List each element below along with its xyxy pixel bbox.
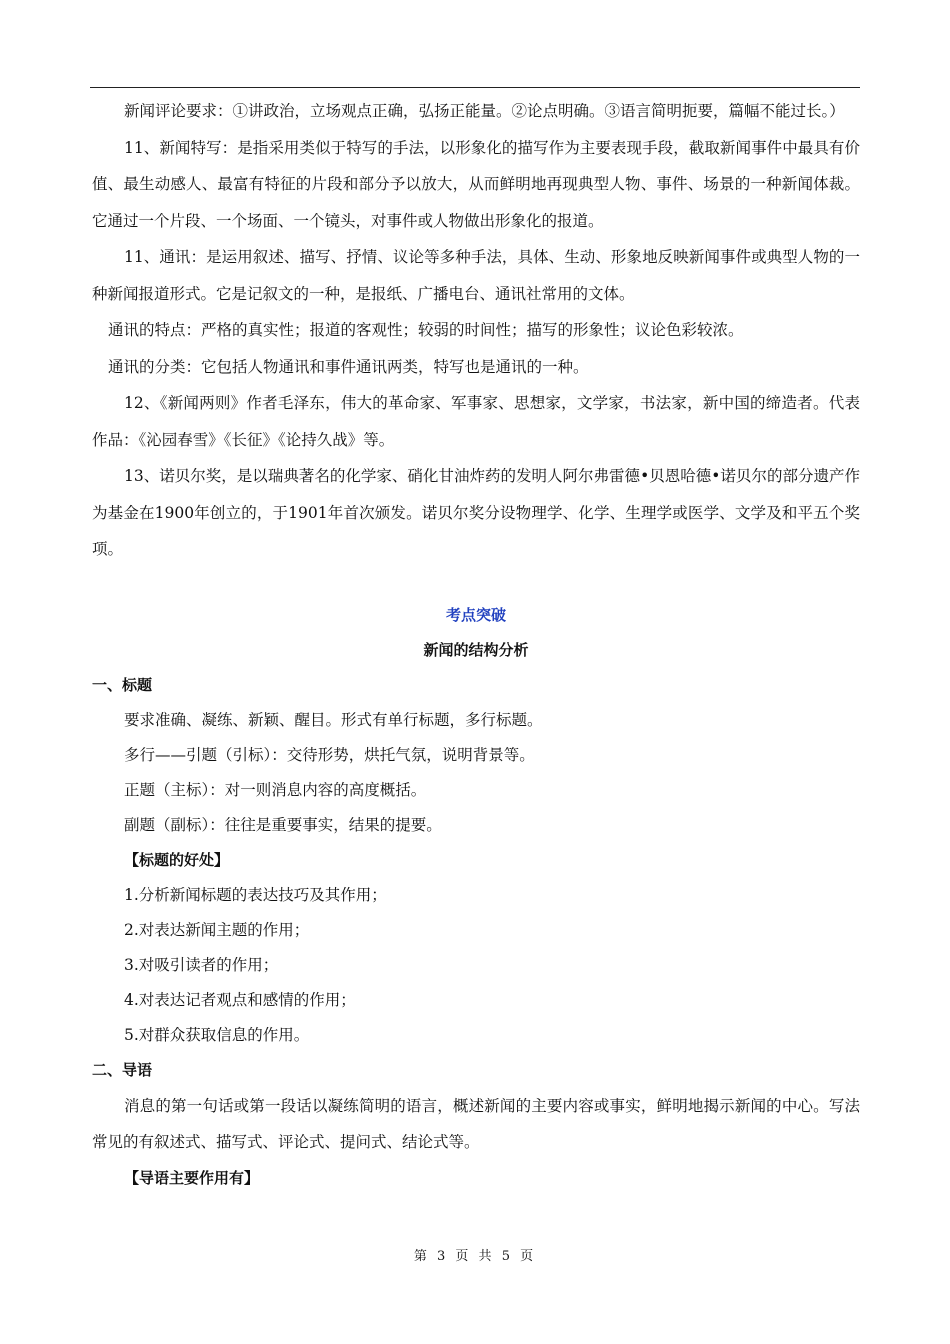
- lead-functions-heading: 【导语主要作用有】: [124, 1168, 260, 1187]
- benefits-heading: 【标题的好处】: [124, 850, 230, 869]
- headline-line: 副题（副标）：往往是重要事实，结果的提要。: [124, 815, 442, 834]
- lead-paragraph: 消息的第一句话或第一段话以凝练简明的语言，概述新闻的主要内容或事实，鲜明地揭示新闻的中心。写法常见的有叙述式、描写式、评论式、提问式、结论式等。: [92, 1096, 860, 1151]
- headline-heading: 一、标题: [92, 675, 153, 694]
- page-body: [92, 93, 860, 1196]
- section-kicker: 考点突破: [445, 605, 506, 624]
- nobel-paragraph: 13、诺贝尔奖，是以瑞典著名的化学家、硝化甘油炸药的发明人阿尔弗雷德•贝恩哈德•诺贝尔的部分遗产作为基金在1900年创立的，于1901年首次颁发。诺贝尔奖分设物理学、化学、生理学或医学、文学及和平五个奖项。: [92, 467, 860, 558]
- feature-paragraph: 11、新闻特写：是指采用类似于特写的手法，以形象化的描写作为主要表现手段，截取新闻事件中最具有价值、最生动感人、最富有特征的片段和部分予以放大，从而鲜明地再现典型人物、事件、场景的一种新闻体裁。它通过一个片段、一个场面、一个镜头，对事件或人物做出形象化的报道。: [92, 138, 860, 230]
- correspondence-paragraph: 11、通讯：是运用叙述、描写、抒情、议论等多种手法，具体、生动、形象地反映新闻事件或典型人物的一种新闻报道形式。它是记叙文的一种，是报纸、广播电台、通讯社常用的文体。: [92, 248, 860, 303]
- correspondence-types: 通讯的分类：它包括人物通讯和事件通讯两类，特写也是通讯的一种。: [108, 357, 589, 376]
- section-title: 新闻的结构分析: [423, 640, 529, 659]
- headline-line: 多行——引题（引标）：交待形势，烘托气氛，说明背景等。: [124, 745, 535, 764]
- headline-line: 要求准确、凝练、新颖、醒目。形式有单行标题，多行标题。: [124, 710, 543, 729]
- correspondence-features: 通讯的特点：严格的真实性；报道的客观性；较弱的时间性；描写的形象性；议论色彩较浓。: [108, 321, 744, 339]
- benefit-item: 3.对吸引读者的作用；: [124, 955, 279, 974]
- benefit-item: 4.对表达记者观点和感情的作用；: [124, 990, 356, 1009]
- benefit-item: 2.对表达新闻主题的作用；: [124, 920, 310, 939]
- lead-heading: 二、导语: [92, 1060, 153, 1079]
- headline-line: 正题（主标）：对一则消息内容的高度概括。: [124, 780, 427, 799]
- author-paragraph: 12、《新闻两则》作者毛泽东，伟大的革命家、军事家、思想家，文学家，书法家，新中国的缔造者。代表作品：《沁园春雪》《长征》《论持久战》等。: [92, 394, 860, 449]
- header-rule: [90, 87, 860, 88]
- commentary-paragraph: 新闻评论要求：①讲政治，立场观点正确，弘扬正能量。②论点明确。③语言简明扼要，篇幅不能过长。）: [124, 102, 845, 120]
- page-footer: 第 3 页 共 5 页: [413, 1249, 537, 1264]
- benefit-item: 1.分析新闻标题的表达技巧及其作用；: [124, 885, 387, 904]
- benefit-item: 5.对群众获取信息的作用。: [124, 1025, 310, 1044]
